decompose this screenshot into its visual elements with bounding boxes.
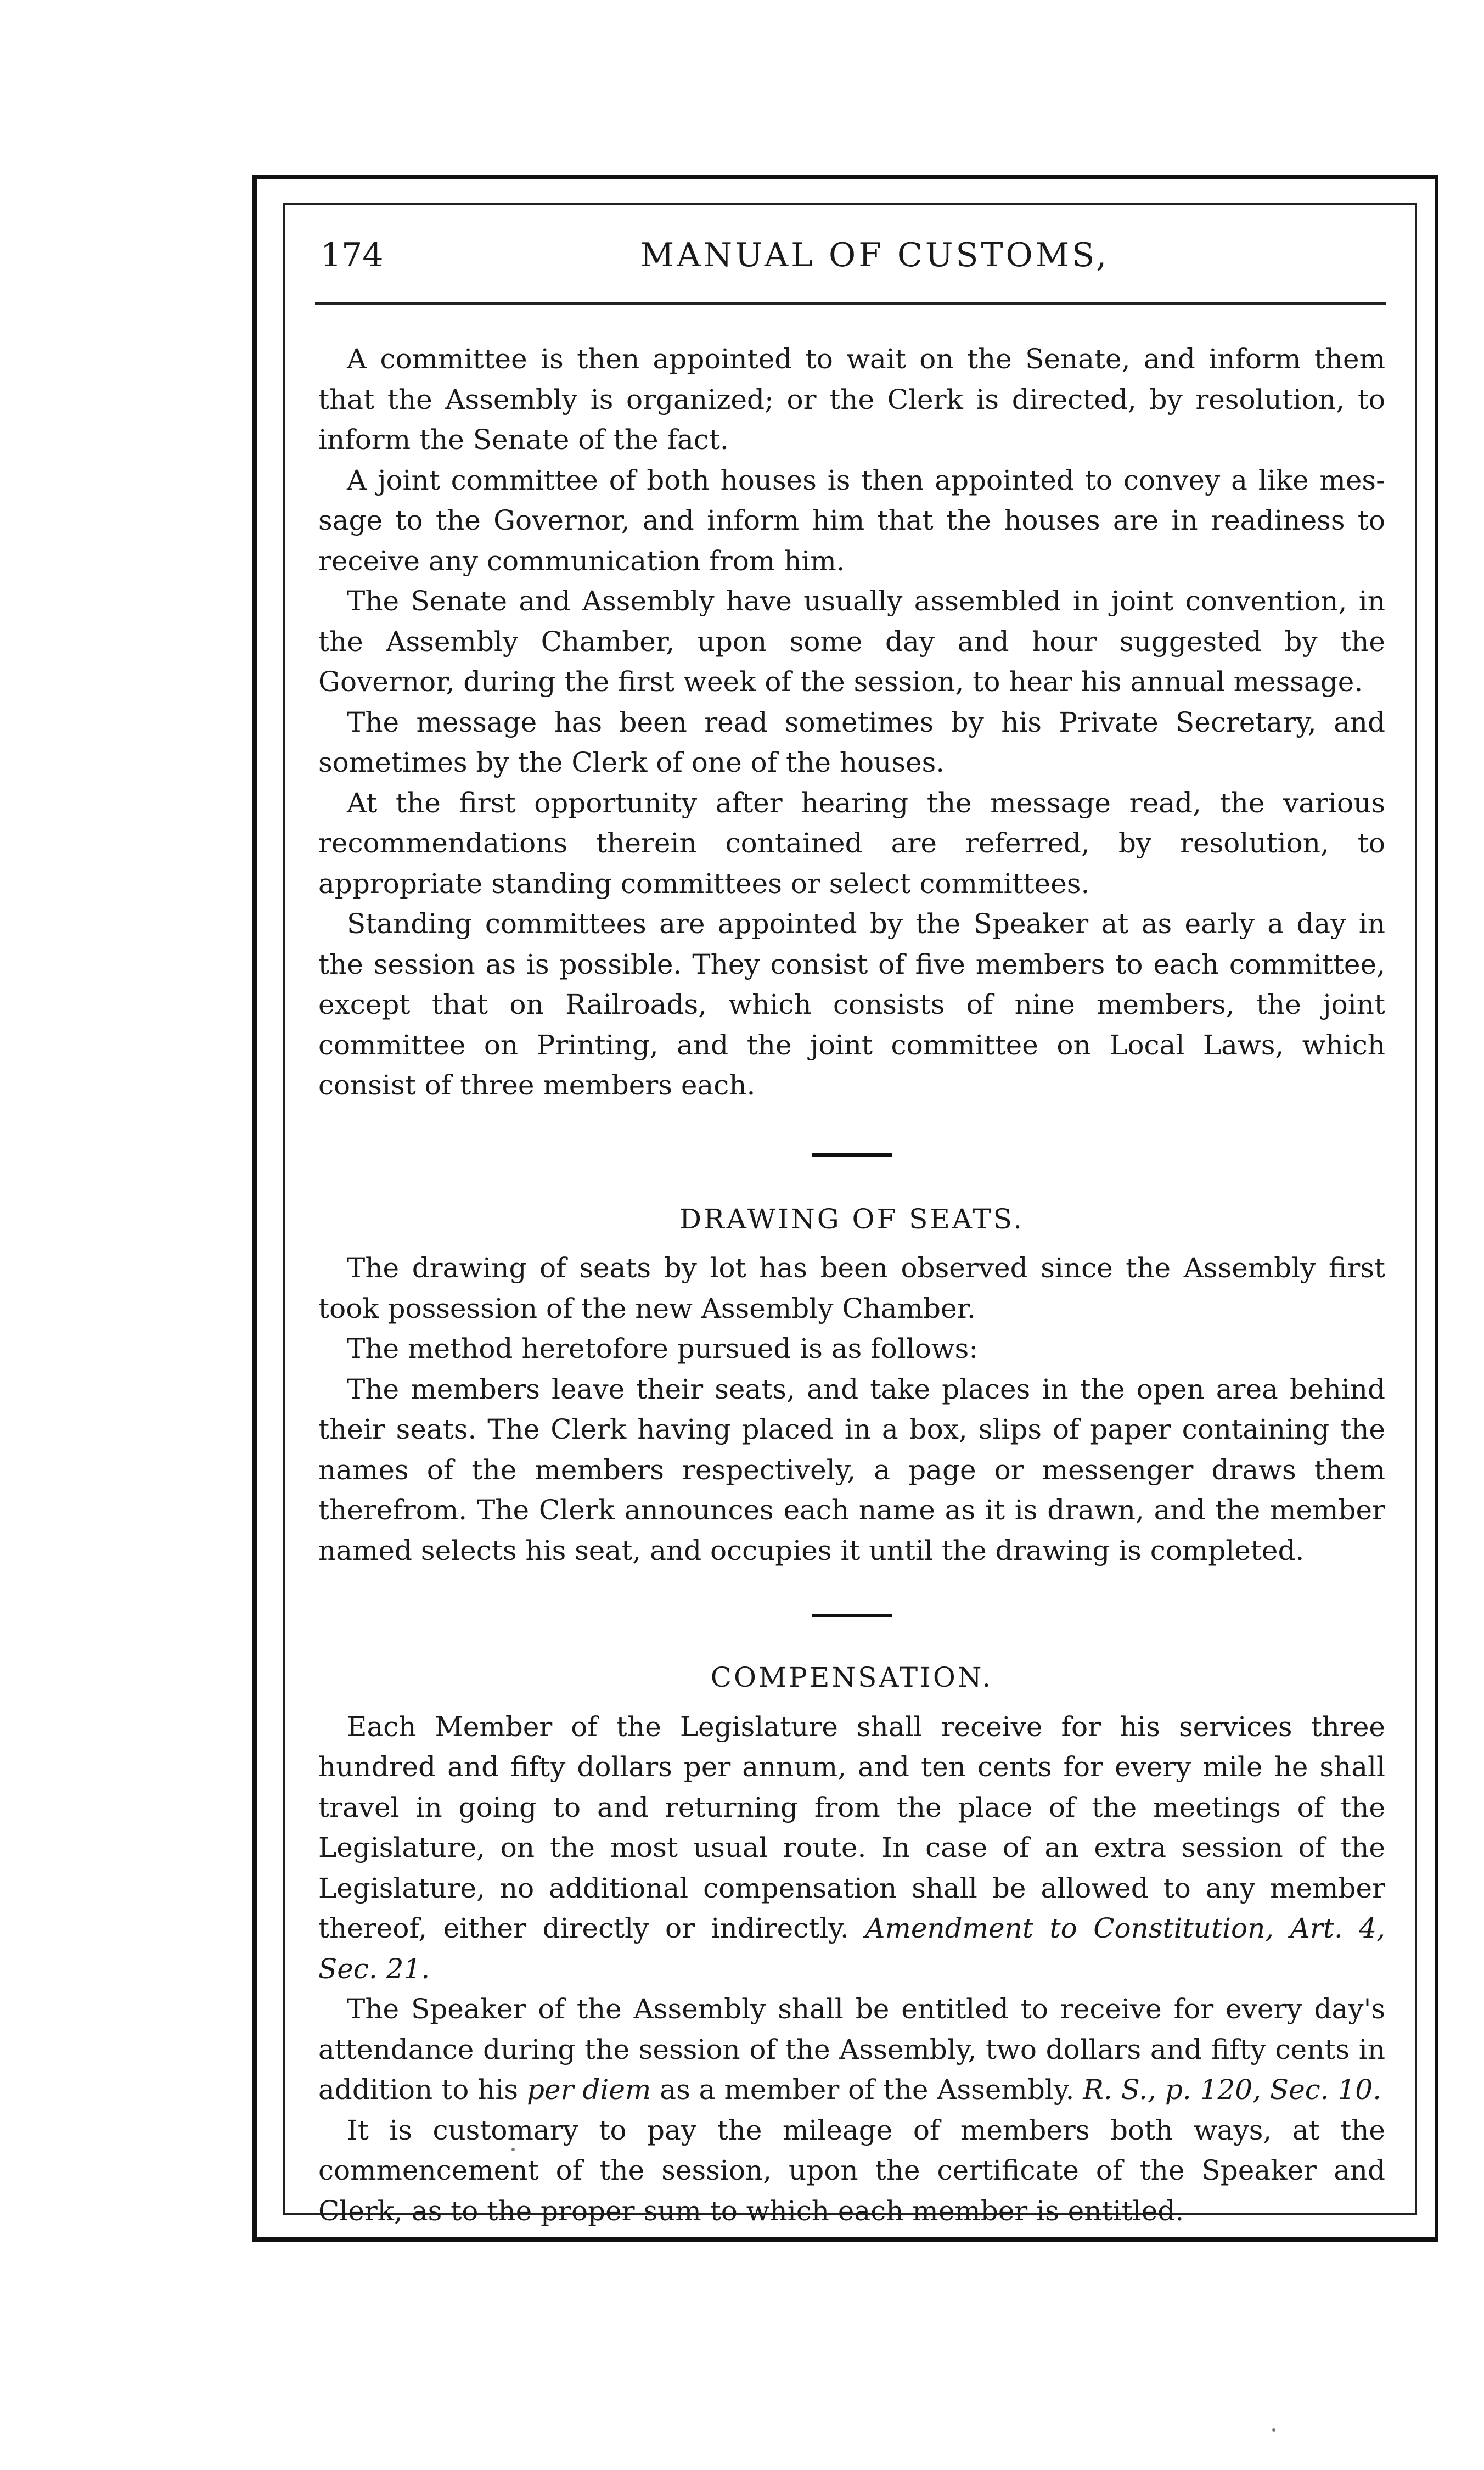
section-divider [812, 1153, 892, 1157]
paragraph: The message has been read sometimes by his Private Secretary, and sometimes by the Clerk of one of the houses. [318, 706, 1385, 778]
page-body [318, 339, 1385, 2231]
paragraph: A committee is then appointed to wait on the Senate, and inform them that the Assembly is organized; or the Clerk is directed, by resolution, to inform the Senate of the fact. [318, 343, 1385, 456]
section-heading: COMPENSATION. [710, 1661, 993, 1693]
intro-section [318, 339, 1385, 1106]
paragraph: Standing committees are appointed by the Speaker at as early a day in the session as is possible. They consist of five members to each committee, except that on Railroads, which consists of nine members, the joint committee on Printing, and the joint committee on Local Laws, which consist of three members each. [318, 908, 1385, 1101]
drawing-of-seats-section [318, 1199, 1385, 1571]
paragraph [318, 1707, 1385, 1990]
paragraph [318, 1989, 1385, 2110]
section-heading: DRAWING OF SEATS. [679, 1203, 1024, 1235]
citation: R. S., p. 120, Sec. 10. [1083, 2074, 1381, 2106]
page-number: 174 [321, 236, 384, 274]
latin-term: per diem [526, 2074, 651, 2106]
compensation-section [318, 1658, 1385, 2231]
paragraph: The members leave their seats, and take places in the open area behind their seats. The Clerk having placed in a box, slips of paper containing the names of the members respectively, a page or messenger draws them therefrom. The Clerk announces each name as it is drawn, and the member named selects his seat, and occupies it until the drawing is completed. [318, 1373, 1385, 1567]
paragraph-text: as a member of the Assembly. [660, 2074, 1075, 2106]
paragraph-text: The Speaker of the Assembly shall be entitled to receive for every day's attendance during the session of the Assembly, two dollars and fifty cents in addition to his [318, 1993, 1385, 2106]
section-divider [812, 1614, 892, 1617]
paragraph: The Senate and Assembly have usually assembled in joint convention, in the Assembly Chamber, upon some day and hour suggested by the Governor, during the first week of the session, to hear his annual message. [318, 585, 1385, 698]
paragraph: A joint committee of both houses is then appointed to convey a like message to the Governor, and inform him that the houses are in readiness to receive any communication from him. [318, 464, 1385, 577]
paragraph: At the first opportunity after hearing the message read, the various recommendations therein contained are referred, by resolution, to appropriate standing committees or select committees. [318, 787, 1385, 900]
ink-speck [1272, 2428, 1275, 2432]
paragraph: The drawing of seats by lot has been observed since the Assembly first took possession of the new Assembly Chamber. [318, 1252, 1385, 1324]
page-header [321, 228, 1385, 283]
paragraph: It is customary to pay the mileage of members both ways, at the commencement of the session, upon the certificate of the Speaker and Clerk, as to the proper sum to which each member is entitled. [318, 2114, 1385, 2227]
ink-speck [511, 2148, 515, 2151]
citation: Amendment to Constitution, Art. 4, Sec. 21. [318, 1912, 1385, 1985]
running-title: MANUAL OF CUSTOMS, [640, 236, 1110, 274]
paragraph: The method heretofore pursued is as follows: [347, 1333, 979, 1365]
header-rule [315, 302, 1386, 305]
paragraph-text: Each Member of the Legislature shall receive for his services three hundred and fifty dollars per annum, and ten cents for every mile he shall travel in going to and returning from the place of the meetings of the Legislature, on the most usual route. In case of an extra session of the Legislature, no additional compensation shall be allowed to any member thereof, either directly or indirectly. [318, 1710, 1385, 1944]
